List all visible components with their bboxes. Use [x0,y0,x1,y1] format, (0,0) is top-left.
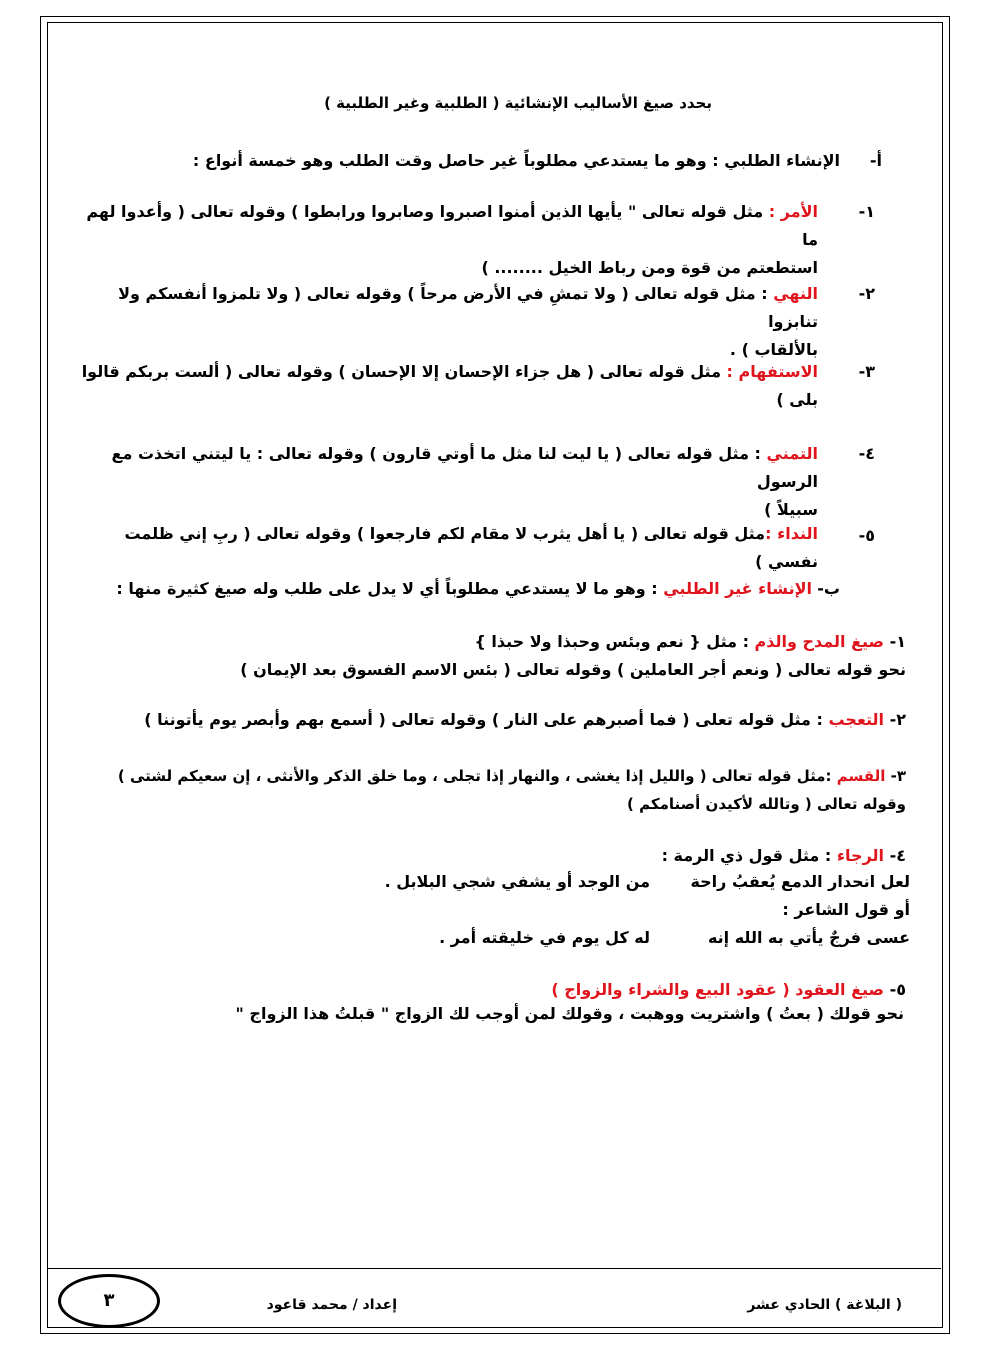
b2-number: ٢- [889,710,906,729]
b5-term: صيغ العقود ( عقود البيع والشراء والزواج ) [551,980,885,999]
item-3 [78,358,818,414]
item-1-number: ١- [858,202,875,221]
item-2 [78,280,818,364]
page-number-oval [58,1274,160,1328]
b1-number: ١- [889,632,906,651]
item-4-number: ٤- [858,444,875,463]
section-a-text: الإنشاء الطلبي : وهو ما يستدعي مطلوباً غير حاصل وقت الطلب وهو خمسة أنواع : [192,151,840,170]
b3-number: ٣- [890,767,906,785]
item-2-line1: : مثل قوله تعالى ( ولا تمشِ في الأرض مرحاً ) وقوله تعالى ( ولا تلمزوا أنفسكم ولا تنابزوا [118,284,818,331]
b2-block [106,706,906,734]
item-4-line2: سبيلاً ) [764,500,818,519]
footer-author: إعداد / محمد قاعود [266,1297,397,1313]
section-b-heading [116,576,812,602]
b4-verse2-first-hemistich: عسى فرجٌ يأتي به الله إنه [707,928,910,947]
b2-line1: : مثل قوله تعلى ( فما أصبرهم على النار ) وقوله تعالى ( أسمع بهم وأبصر يوم يأتوننا ) [144,710,829,729]
item-4 [78,440,818,524]
item-4-term: التمني [766,444,818,463]
b3-line1: :مثل قوله تعالى ( والليل إذا يغشى ، والنهار إذا تجلى ، وما خلق الذكر والأنثى ، إن سعيكم لشتى ) [117,767,837,785]
item-1-term: الأمر : [768,202,818,221]
b4-verse2-second-hemistich: له كل يوم في خليقته أمر . [439,928,650,947]
item-1-line1: مثل قوله تعالى " يأيها الذين أمنوا اصبروا وصابروا ورابطوا ) وقوله تعالى ( وأعدوا لهم ما [86,202,818,249]
b5-line1: نحو قولك ( بعتُ ) واشتريت ووهبت ، وقولك لمن أوجب لك الزواج " قبلتُ هذا الزواج " [235,1004,904,1023]
b4-heading [106,842,906,870]
section-a-marker: أ- [869,151,882,170]
item-2-number: ٢- [858,284,875,303]
b5-heading [106,976,906,1004]
section-b-text: : وهو ما لا يستدعي مطلوباً أي لا يدل على طلب وله صيغ كثيرة منها : [116,579,664,598]
item-2-term: النهي [773,284,818,303]
item-5-line1: مثل قوله تعالى ( يا أهل يثرب لا مقام لكم فارجعوا ) وقوله تعالى ( ربِ إني ظلمت نفسي ) [124,524,818,571]
section-b-marker: ب- [817,579,840,598]
item-3-line1: مثل قوله تعالى ( هل جزاء الإحسان إلا الإحسان ) وقوله تعالى ( ألست بربكم قالوا بلى ) [81,362,818,409]
page-title: بحدد صيغ الأساليب الإنشائية ( الطلبية وغير الطلبية ) [324,94,712,112]
item-1 [78,198,818,282]
b1-block [106,628,906,684]
item-4-line1: : مثل قوله تعالى ( يا ليت لنا مثل ما أوتي قارون ) وقوله تعالى : يا ليتني اتخذت مع الرسول [111,444,818,491]
b2-term: التعجب [828,710,885,729]
b3-line2: وقوله تعالى ( وتالله لأكيدن أصنامكم ) [627,795,906,813]
b3-term: القسم [836,767,886,785]
item-2-line2: بالألقاب ) . [729,340,818,359]
b4-line3: أو قول الشاعر : [782,900,910,919]
b4-verse1-first-hemistich: لعل انحدار الدمع يُعقبُ راحة [690,872,910,891]
item-3-term: الاستفهام : [726,362,818,381]
footer-subject: ( البلاغة ) الحادي عشر [747,1297,902,1313]
b4-number: ٤- [889,846,906,865]
item-5 [78,520,818,576]
b1-line2: نحو قوله تعالى ( ونعم أجر العاملين ) وقوله تعالى ( بئس الاسم الفسوق بعد الإيمان ) [240,660,906,679]
item-5-term: النداء : [765,524,818,543]
b5-number: ٥- [889,980,906,999]
footer-divider [47,1268,941,1269]
b1-term: صيغ المدح والذم [754,632,885,651]
page-number: ٣ [103,1290,115,1311]
section-b-term: الإنشاء غير الطلبي [663,579,812,598]
b4-line1: : مثل قول ذي الرمة : [661,846,837,865]
item-5-number: ٥- [858,526,875,545]
b4-verse1-second-hemistich: من الوجد أو يشفي شجي البلابل . [384,872,650,891]
item-3-number: ٣- [858,362,875,381]
b3-block [66,762,906,818]
b1-line1: : مثل { نعم وبئس وحبذا ولا حبذا } [474,632,755,651]
b4-term: الرجاء [836,846,885,865]
item-1-line2: استطعتم من قوة ومن رباط الخيل ........ ) [481,258,818,277]
